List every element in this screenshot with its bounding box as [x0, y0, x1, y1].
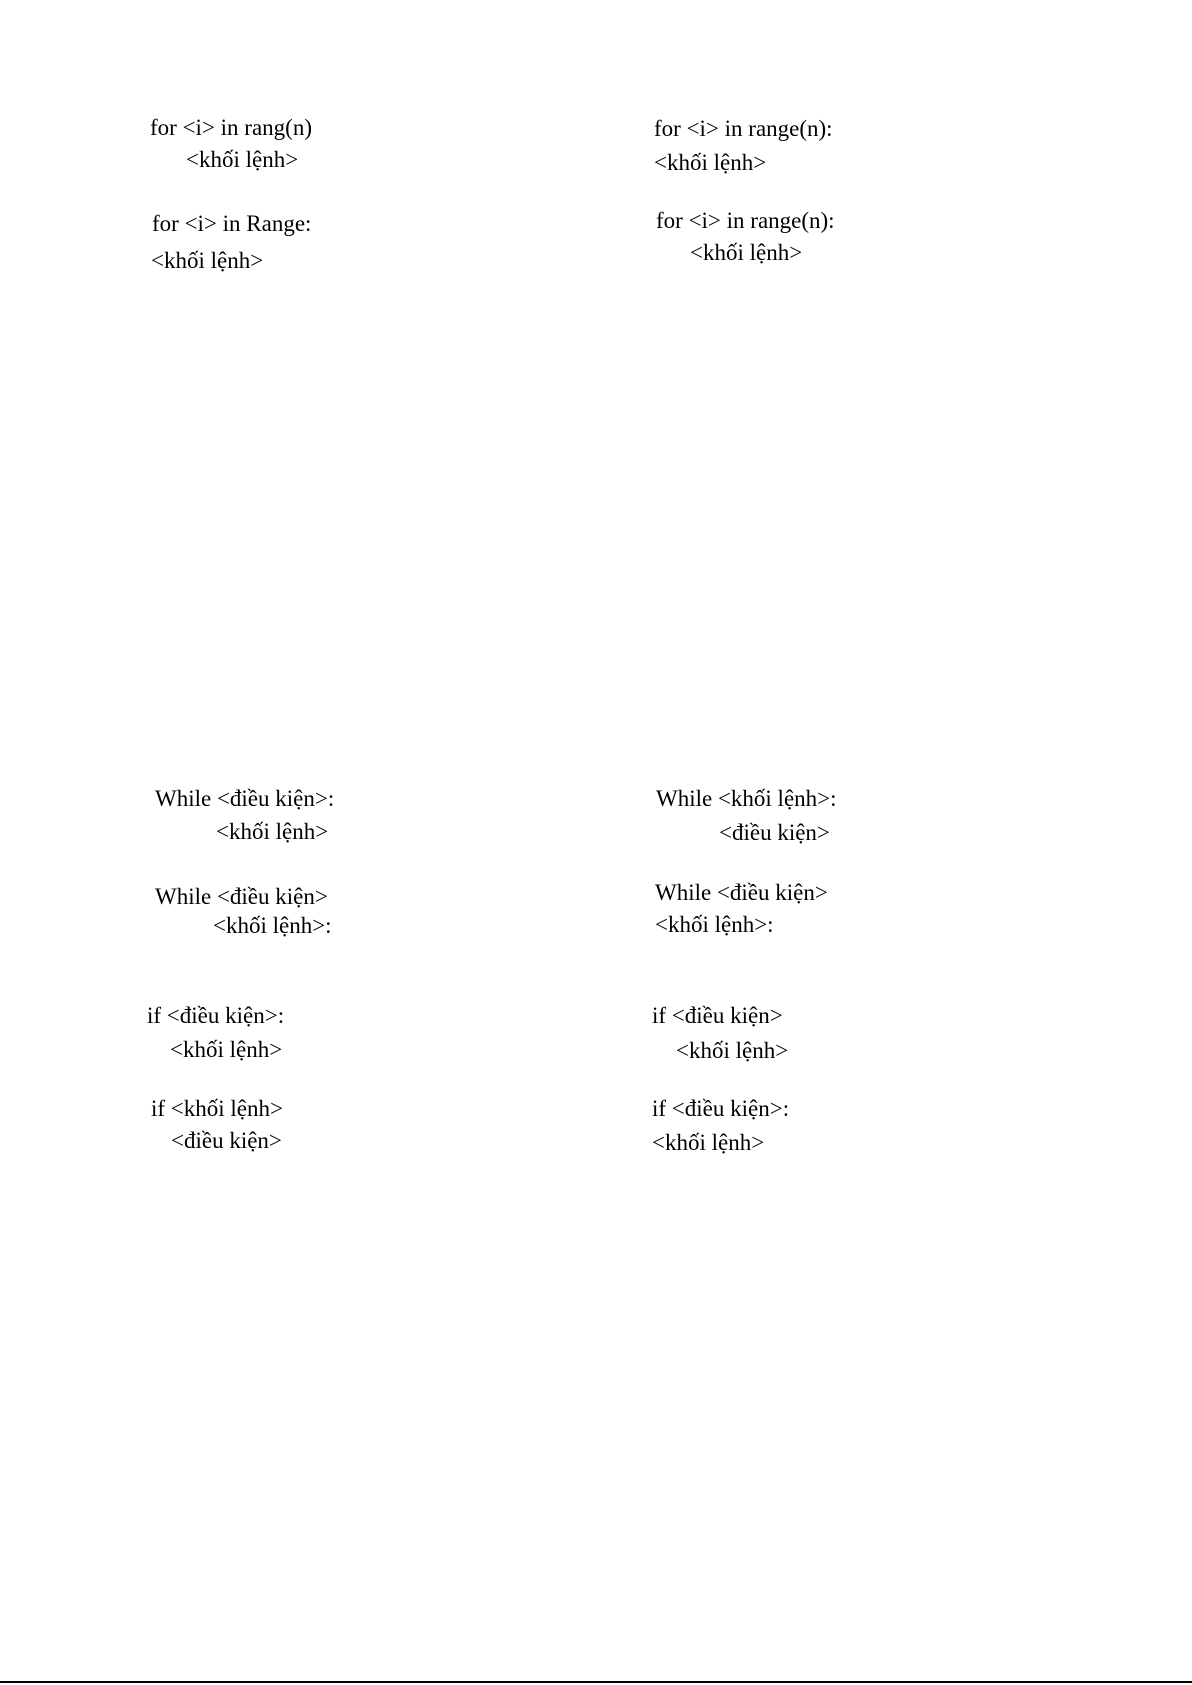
for-option-c-header: for <i> in Range:: [152, 211, 312, 236]
while-option-c-body: <khối lệnh>:: [213, 913, 332, 938]
while-option-b-body: <điều kiện>: [719, 820, 830, 845]
for-option-a-header: for <i> in rang(n): [150, 115, 312, 140]
while-option-b-header: While <khối lệnh>:: [656, 786, 837, 811]
while-option-c-header: While <điều kiện>: [155, 884, 328, 909]
while-option-d-header: While <điều kiện>: [655, 880, 828, 905]
for-option-b-body: <khối lệnh>: [654, 150, 767, 175]
if-option-b-body: <khối lệnh>: [676, 1038, 789, 1063]
for-option-d-header: for <i> in range(n):: [656, 208, 835, 233]
for-option-d-body: <khối lệnh>: [690, 240, 803, 265]
while-option-a-header: While <điều kiện>:: [155, 786, 335, 811]
while-option-d-body: <khối lệnh>:: [655, 912, 774, 937]
while-option-a-body: <khối lệnh>: [216, 819, 329, 844]
if-option-b-header: if <điều kiện>: [652, 1003, 783, 1028]
for-option-c-body: <khối lệnh>: [151, 248, 264, 273]
if-option-d-header: if <điều kiện>:: [652, 1096, 790, 1121]
if-option-a-header: if <điều kiện>:: [147, 1003, 285, 1028]
if-option-c-body: <điều kiện>: [171, 1128, 282, 1153]
if-option-d-body: <khối lệnh>: [652, 1130, 765, 1155]
for-option-b-header: for <i> in range(n):: [654, 116, 833, 141]
if-option-a-body: <khối lệnh>: [170, 1037, 283, 1062]
for-option-a-body: <khối lệnh>: [186, 147, 299, 172]
if-option-c-header: if <khối lệnh>: [151, 1096, 283, 1121]
page-bottom-rule: [0, 1681, 1192, 1683]
